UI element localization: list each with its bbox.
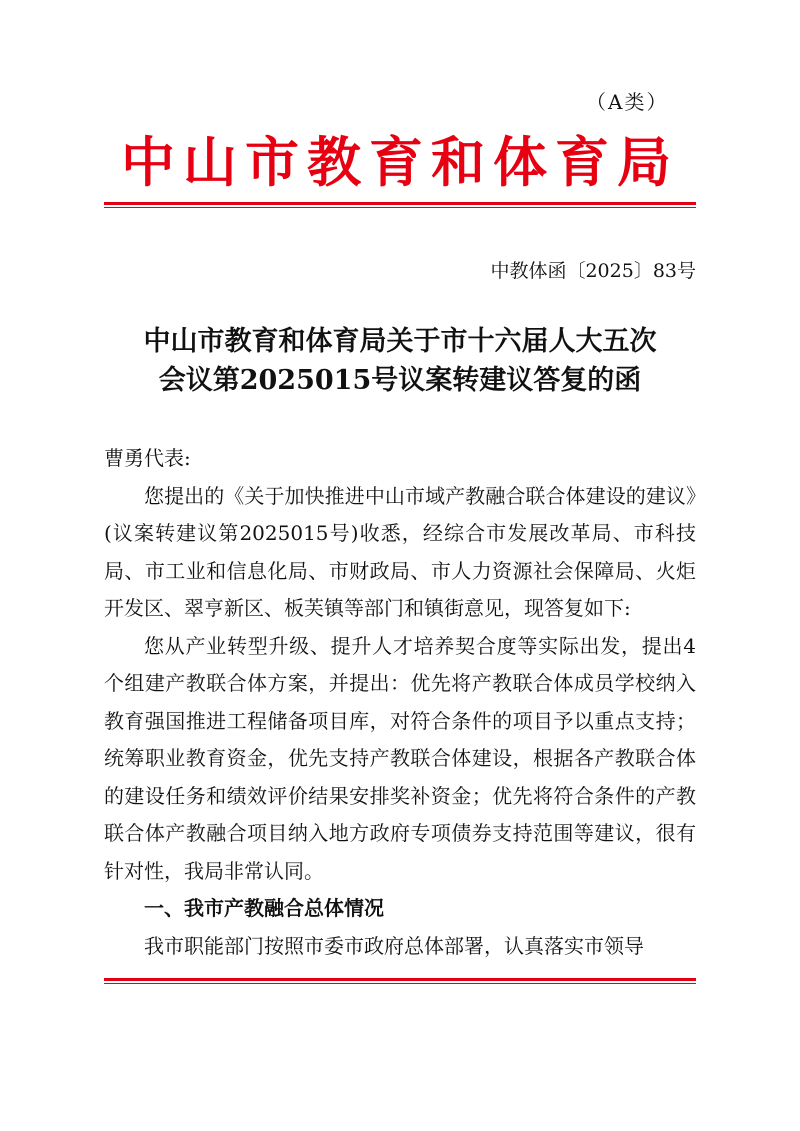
footer-red-line [104,978,696,981]
body-paragraph-1: 您提出的《关于加快推进中山市域产教融合联合体建设的建议》(议案转建议第2025015号)收悉，经综合市发展改革局、市科技局、市工业和信息化局、市财政局、市人力资源社会保障局、火炬开发区、翠亨新区、板芙镇等部门和镇街意见，现答复如下: [104,483,696,620]
document-title [104,322,696,400]
document-category: （A类） [586,90,669,114]
body-paragraph-3: 我市职能部门按照市委市政府总体部署，认真落实市领导 [144,933,644,958]
header-red-line [104,202,696,205]
document-number: 中教体函〔2025〕83号 [490,260,696,282]
header-red-line-thin [104,207,696,208]
footer-red-line-thin [104,983,696,984]
document-body [104,440,696,965]
body-paragraph-2: 您从产业转型升级、提升人才培养契合度等实际出发，提出4个组建产教联合体方案，并提出：优先将产教联合体成员学校纳入教育强国推进工程储备项目库，对符合条件的项目予以重点支持；统筹职业教育资金，优先支持产教联合体建设，根据各产教联合体的建设任务和绩效评价结果安排奖补资金；优先将符合条件的产教联合体产教融合项目纳入地方政府专项债券支持范围等建议，很有针对性，我局非常认同。 [104,633,696,883]
document-title-line-2: 会议第2025015号议案转建议答复的函 [158,365,642,396]
section-heading-1: 一、我市产教融合总体情况 [144,896,384,920]
document-title-line-1: 中山市教育和体育局关于市十六届人大五次 [143,326,657,357]
salutation: 曹勇代表: [104,446,191,470]
organization-header: 中山市教育和体育局 [121,130,679,194]
